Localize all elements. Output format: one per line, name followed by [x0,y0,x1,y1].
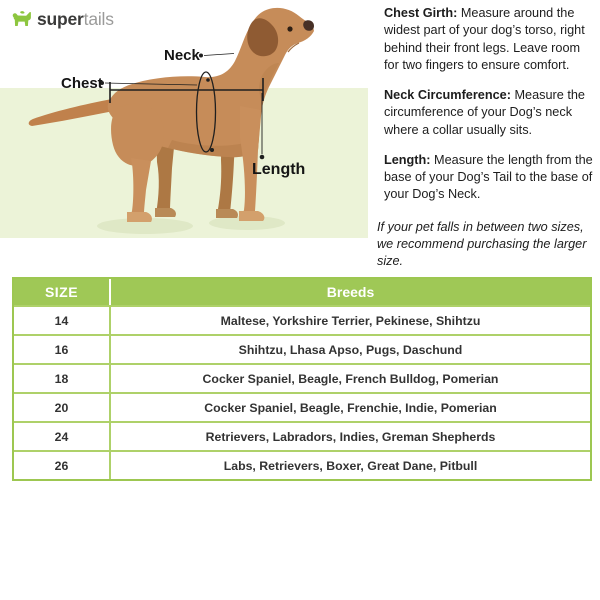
size-cell: 26 [14,452,111,479]
table-header-row [14,279,590,305]
dog-photo [0,0,378,250]
length-label: Length [252,161,306,178]
breeds-cell: Cocker Spaniel, Beagle, Frenchie, Indie, Pomerian [204,400,497,415]
chest-girth-paragraph [384,5,596,74]
neck-label: Neck [164,47,200,64]
chest-girth-label: Chest Girth: [384,6,458,20]
table-row [14,363,590,392]
length-desc-label: Length: [384,152,431,167]
size-cell: 24 [14,423,111,450]
brand-tails: tails [83,9,114,30]
table-row [14,421,590,450]
size-column-header: SIZE [14,279,111,305]
table-row [14,305,590,334]
size-cell: 14 [14,307,111,334]
table-row [14,450,590,479]
neck-circumference-label: Neck Circumference: [384,88,511,103]
breeds-cell: Maltese, Yorkshire Terrier, Pekinese, Shihtzu [220,313,481,328]
table-row [14,334,590,363]
size-cell: 20 [14,394,111,421]
table-row [14,392,590,421]
length-desc-text: Measure the length from the base of your Dog’s Tail to the base of your Dog’s Neck. [384,152,593,202]
neck-circumference-paragraph [384,87,596,139]
chest-label: Chest [61,75,103,92]
length-paragraph [384,152,596,204]
breeds-cell: Labs, Retrievers, Boxer, Great Dane, Pitbull [223,458,478,473]
brand-super: super [37,9,84,30]
size-chart-table [12,277,592,481]
measurement-diagram [0,0,378,250]
size-cell: 16 [14,336,111,363]
breeds-cell: Cocker Spaniel, Beagle, French Bulldog, Pomerian [202,371,499,386]
measurement-instructions [377,5,596,270]
neck-circumference-text: Measure the circumference of your Dog’s neck where a collar usually sits. [384,88,585,137]
breeds-cell: Shihtzu, Lhasa Apso, Pugs, Daschund [238,342,463,357]
breeds-cell: Retrievers, Labradors, Indies, Greman Shepherds [205,429,496,444]
size-cell: 18 [14,365,111,392]
breeds-column-header: Breeds [326,284,375,300]
sizing-note: If your pet falls in between two sizes, we recommend purchasing the larger size. [377,219,587,269]
chest-girth-text: Measure around the widest part of your dog’s torso, right behind their front legs. Leave room for two fingers to ensure comfort. [384,6,585,72]
